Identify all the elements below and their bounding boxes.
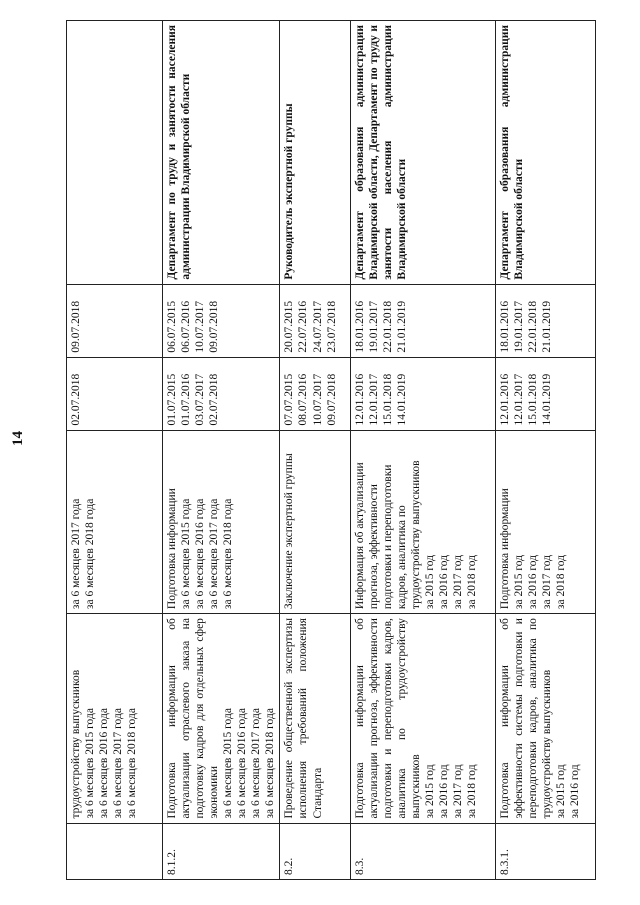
end-date: 06.07.2016	[180, 300, 193, 353]
activity-text: Подготовка информации об эффективности системы подготовки и переподготовки кадров, аналитика по трудоустройству выпускников	[498, 618, 553, 819]
end-date: 21.01.2019	[395, 300, 408, 353]
row-number-cell	[350, 823, 495, 879]
end-date: 22.01.2018	[381, 300, 394, 353]
activity-line: за 6 месяцев 2016 года	[98, 708, 111, 819]
row-number-cell	[495, 823, 595, 879]
activity-item: за 2015 год	[423, 764, 436, 819]
end-date: 22.01.2018	[526, 300, 539, 353]
start-date: 02.07.2018	[208, 373, 221, 426]
end-date: 24.07.2017	[311, 300, 324, 353]
activity-item: за 2018 год	[465, 764, 478, 819]
start-date-cell	[280, 357, 350, 430]
end-date: 18.01.2016	[498, 300, 511, 353]
end-date: 20.07.2015	[283, 300, 296, 353]
activity-cell	[350, 614, 495, 823]
end-date-cell	[67, 284, 163, 357]
table-row	[280, 21, 350, 880]
result-item: за 2016 год	[526, 554, 539, 610]
result-cell	[163, 430, 280, 614]
activity-line: за 6 месяцев 2018 года	[126, 708, 139, 819]
result-line: за 6 месяцев 2018 года	[84, 498, 97, 610]
result-item: за 6 месяцев 2016 года	[194, 498, 207, 610]
start-date: 02.07.2018	[70, 373, 82, 426]
start-date: 10.07.2017	[311, 373, 324, 426]
result-text: Информация об актуализации прогноза, эффективности подготовки и переподготовки кадров, аналитика по трудоустройству выпускников	[353, 460, 422, 610]
activity-line: трудоустройству выпускников	[70, 669, 82, 819]
start-date-cell	[495, 357, 595, 430]
start-date: 01.07.2016	[180, 373, 193, 426]
activity-cell	[495, 614, 595, 823]
row-number: 8.3.1.	[498, 849, 511, 875]
table-row	[67, 21, 163, 880]
end-date: 21.01.2019	[540, 300, 553, 353]
responsible-text: Департамент образования администрации Владимирской области	[498, 25, 525, 280]
result-item: за 2017 год	[451, 554, 464, 610]
end-date: 19.01.2017	[367, 300, 380, 353]
result-item: за 2017 год	[540, 554, 553, 610]
responsible-cell	[350, 21, 495, 285]
result-item: за 2018 год	[554, 554, 567, 610]
activity-cell	[163, 614, 280, 823]
end-date-cell	[350, 284, 495, 357]
activity-line: за 6 месяцев 2017 года	[112, 708, 125, 819]
end-date-cell	[495, 284, 595, 357]
row-number-cell	[280, 823, 350, 879]
table-row	[495, 21, 595, 880]
responsible-cell	[280, 21, 350, 285]
start-date: 08.07.2016	[297, 373, 310, 426]
responsible-text: Руководитель экспертной группы	[283, 103, 296, 280]
activity-item: за 2016 год	[568, 764, 581, 819]
start-date: 07.07.2015	[283, 373, 296, 426]
plan-table-body	[67, 21, 596, 880]
result-item: за 6 месяцев 2018 года	[222, 498, 235, 610]
row-number: 8.2.	[283, 857, 296, 875]
plan-table-container	[66, 20, 596, 880]
table-row	[163, 21, 280, 880]
start-date: 12.01.2016	[353, 373, 366, 426]
row-number-cell	[163, 823, 280, 879]
activity-item: за 2017 год	[451, 764, 464, 819]
table-row	[350, 21, 495, 880]
start-date-cell	[163, 357, 280, 430]
result-item: за 2015 год	[512, 554, 525, 610]
result-item: за 2018 год	[465, 554, 478, 610]
start-date: 12.01.2017	[512, 373, 525, 426]
activity-item: за 6 месяцев 2018 года	[264, 708, 277, 819]
result-text: Подготовка информации	[498, 488, 511, 610]
result-cell	[350, 430, 495, 614]
start-date: 01.07.2015	[166, 373, 179, 426]
start-date-cell	[350, 357, 495, 430]
start-date: 03.07.2017	[194, 373, 207, 426]
result-item: за 2015 год	[423, 554, 436, 610]
activity-cell	[280, 614, 350, 823]
activity-item: за 6 месяцев 2016 года	[236, 708, 249, 819]
start-date: 12.01.2017	[367, 373, 380, 426]
responsible-cell	[495, 21, 595, 285]
start-date: 12.01.2016	[498, 373, 511, 426]
end-date-cell	[280, 284, 350, 357]
result-text: Подготовка информации	[166, 488, 179, 610]
responsible-cell	[67, 21, 163, 285]
plan-table	[66, 20, 596, 880]
activity-line: за 6 месяцев 2015 года	[84, 708, 97, 819]
end-date: 06.07.2015	[166, 300, 179, 353]
start-date: 14.01.2019	[540, 373, 553, 426]
page-number: 14	[10, 431, 26, 446]
result-item: за 6 месяцев 2015 года	[180, 498, 193, 610]
responsible-cell	[163, 21, 280, 285]
activity-cell	[67, 614, 163, 823]
result-line: за 6 месяцев 2017 года	[70, 498, 82, 610]
result-cell	[280, 430, 350, 614]
end-date: 18.01.2016	[353, 300, 366, 353]
start-date-cell	[67, 357, 163, 430]
row-number: 8.3.	[353, 857, 366, 875]
result-item: за 2016 год	[437, 554, 450, 610]
activity-text: Подготовка информации об актуализации прогноза, эффективности подготовки и переподготовки кадров, аналитика по трудоустройству выпускников	[353, 618, 422, 819]
activity-text: Подготовка информации об актуализации отраслевого заказа на подготовку кадров для отдельных сфер экономики	[166, 618, 221, 819]
result-cell	[67, 430, 163, 614]
activity-item: за 2016 год	[437, 764, 450, 819]
activity-text: Проведение общественной экспертизы исполнения требований положения Стандарта	[283, 618, 324, 819]
activity-item: за 2015 год	[554, 764, 567, 819]
end-date: 19.01.2017	[512, 300, 525, 353]
result-item: за 6 месяцев 2017 года	[208, 498, 221, 610]
start-date: 15.01.2018	[526, 373, 539, 426]
activity-item: за 6 месяцев 2015 года	[222, 708, 235, 819]
result-text: Заключение экспертной группы	[283, 453, 296, 610]
end-date: 09.07.2018	[70, 300, 82, 353]
result-cell	[495, 430, 595, 614]
start-date: 15.01.2018	[381, 373, 394, 426]
start-date: 09.07.2018	[325, 373, 338, 426]
activity-item: за 6 месяцев 2017 года	[250, 708, 263, 819]
end-date-cell	[163, 284, 280, 357]
end-date: 22.07.2016	[297, 300, 310, 353]
row-number-cell	[67, 823, 163, 879]
responsible-text: Департамент образования администрации Владимирской области, Департамент по труду и занятости населения администрации Владимирской области	[353, 25, 408, 280]
row-number: 8.1.2.	[166, 849, 179, 875]
responsible-text: Департамент по труду и занятости населения администрации Владимирской области	[166, 25, 193, 280]
end-date: 10.07.2017	[194, 300, 207, 353]
end-date: 09.07.2018	[208, 300, 221, 353]
end-date: 23.07.2018	[325, 300, 338, 353]
start-date: 14.01.2019	[395, 373, 408, 426]
